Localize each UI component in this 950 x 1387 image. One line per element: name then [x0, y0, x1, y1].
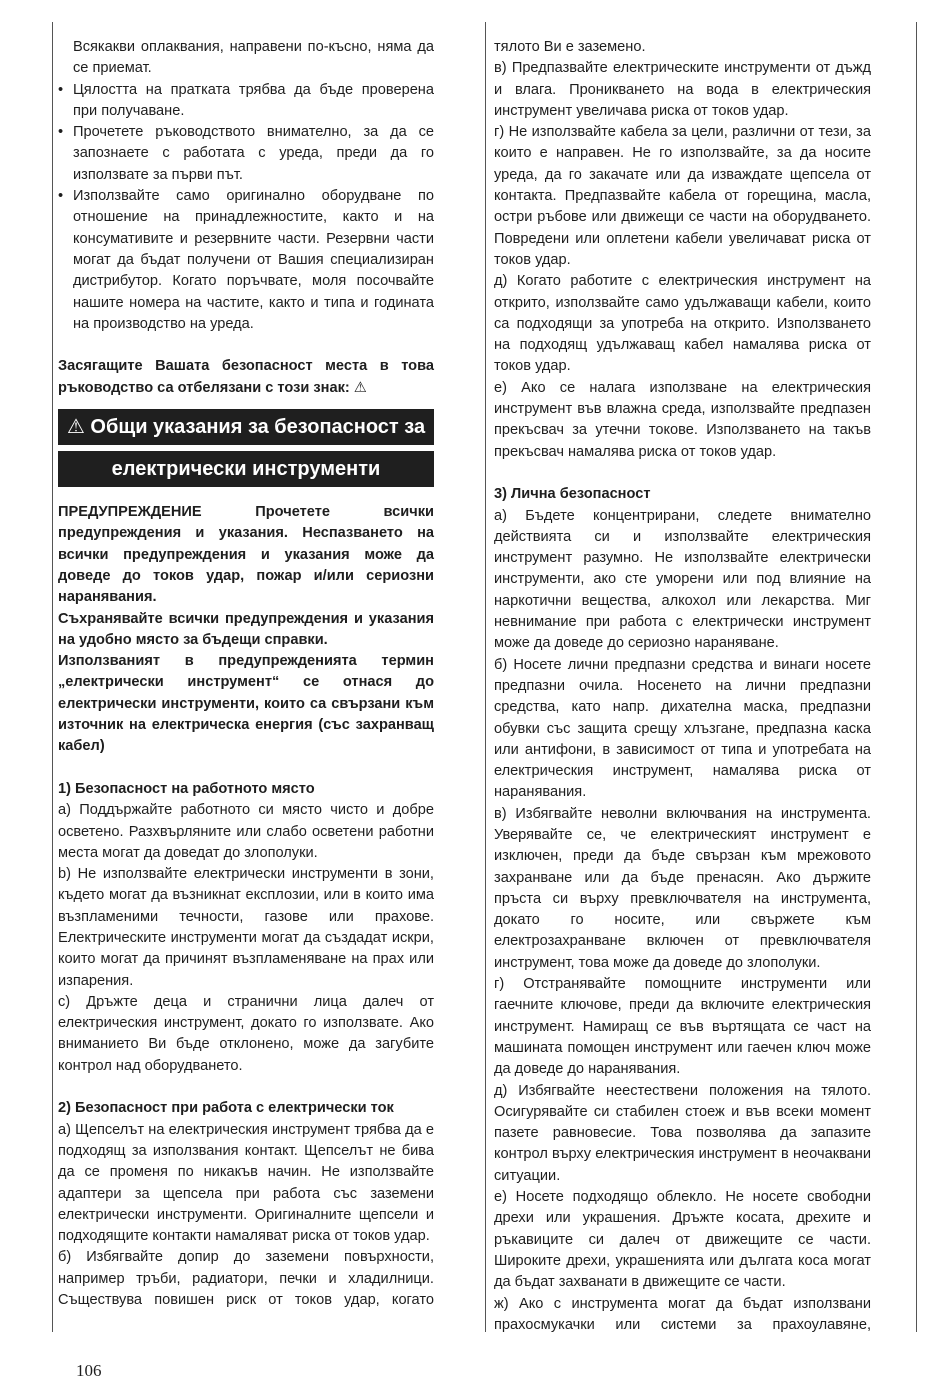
section-3-item-g: г) Отстранявайте помощните инструменти или гаечните ключове, преди да включите електрическия инструмент. Намиращ се във въртящата се част на машината помощен инструмент или гаечен ключ може да доведе до наранявания.: [494, 976, 871, 1078]
section-2-item-e: е) Ако се налага използване на електрическия инструмент във влажна среда, използвайте предпазен прекъсвач за утечни токове. Използването на такъв прекъсвач намалява риска от токов удар.: [494, 379, 871, 460]
section-3-item-v: в) Избягвайте неволни включвания на инструмента. Уверявайте се, че електрическият инструмент е изключен, преди да бъде свързан към мрежовото захранване или да бъде пренасян. Ако държите пръста си върху превключвателя на инструмента, докато го носите, или свържете към електрозахранване включен от превключвателя инструмент, това може да доведе до злополуки.: [494, 805, 871, 971]
bullet-item: • Използвайте само оригинално оборудване по отношение на принадлежностите, както и на консумативите и резервните части. Резервни части могат да бъдат получени от Вашия специализиран дистрибутор. Когато поръчвате, моля посочвайте нашите номера на частите, както и типа и годината на производство на уреда.: [58, 186, 434, 335]
banner-line-1: ⚠ Общи указания за безопасност за: [58, 409, 434, 445]
section-2-item-a: а) Щепселът на електрическия инструмент трябва да е подходящ за използвания контакт. Щепселът не бива да се променя по никакъв начин. Не използвайте адаптери за щепсела при работа със заземени електрически инструменти. Оригиналните щепсели и подходящите контакти намаляват риска от токов удар.: [58, 1121, 434, 1245]
left-column: [58, 37, 434, 1311]
section-1-item-b: b) Не използвайте електрически инструменти в зони, където могат да възникнат експлозии, или в които има възпламеними течности, газове или прахове. Електрическите инструменти могат да създадат искри, които могат да причинят възпламеняване на прах или изпарения.: [58, 866, 434, 989]
section-2-title: 2) Безопасност при работа с електрически ток: [58, 1100, 394, 1117]
center-column-rule: [485, 22, 486, 1332]
section-2-item-d: д) Когато работите с електрическия инструмент на открито, използвайте само удължаващи кабели, които са подходящи за употреба на открито. Използването на подходящ удължаващ кабел намалява риска от токов удар.: [494, 273, 871, 375]
continued-text: тялото Ви е заземено.: [494, 39, 646, 55]
section-2-item-g: г) Не използвайте кабела за цели, различни от тези, за които е направен. Не го използвайте, за да носите уреда, да го закачате или да изваждате щепсела от контакта. Предпазвайте кабела от горещина, масла, остри ръбове или движещи се части на оборудването. Повредени или оплетени кабели увеличават риска от токов удар.: [494, 124, 871, 268]
bullet-item: • Прочетете ръководството внимателно, за да се запознаете с работата с уреда, преди да го използвате за първи път.: [58, 122, 434, 186]
section-2-item-b: б) Избягвайте допир до заземени повърхности, например тръби, радиатори, печки и хладилници. Съществува повишен риск от токов удар, когато: [58, 1249, 434, 1309]
section-1-item-a: а) Поддържайте работното си място чисто и добре осветено. Разхвърляните или слабо осветени работни места могат да доведат до злополуки.: [58, 802, 434, 861]
section-3-title: 3) Лична безопасност: [494, 486, 651, 503]
page-number: 106: [76, 1361, 102, 1380]
section-1-item-c: c) Дръжте деца и странични лица далеч от електрическия инструмент, докато го използвате. Ако вниманието Ви бъде отклонено, може да загубите контрол над оборудването.: [58, 993, 434, 1074]
section-1-title: 1) Безопасност на работното място: [58, 780, 315, 797]
section-3-item-zh: ж) Ако с инструмента могат да бъдат използвани прахосмукачки или системи за прахоулавяне,: [494, 1295, 871, 1333]
warning-text: Прочетете всички предупреждения и указания. Неспазването на всички предупреждения и указания може да доведе до токов удар, пожар и/или сериозни наранявания.: [58, 504, 434, 606]
warning-keep-text: Съхранявайте всички предупреждения и указания на удобно място за бъдещи справки.: [58, 610, 434, 648]
warning-term-text: Използваният в предупрежденията термин „електрически инструмент“ се отнася до електрически инструменти, които са свързани към източник на електрическа енергия (със захранващ кабел): [58, 653, 434, 755]
right-column: [494, 37, 871, 1336]
section-3-item-e: е) Носете подходящо облекло. Не носете свободни дрехи или украшения. Дръжте косата, дрехите и ръкавиците си далеч от движещите се части. Широките дрехи, украшенията или дългата коса могат да бъдат захванати в движещите се части.: [494, 1189, 871, 1291]
section-2-item-v: в) Предпазвайте електрическите инструменти от дъжд и влага. Проникването на вода в електрическия инструмент увеличава риска от токов удар.: [494, 60, 871, 119]
warning-label: ПРЕДУПРЕЖДЕНИЕ: [58, 504, 202, 521]
bullet-item: • Цялостта на пратката трябва да бъде проверена при получаване.: [58, 80, 434, 123]
right-column-rule: [916, 22, 917, 1332]
safety-symbol-note: Засягащите Вашата безопасност места в това ръководство са отбелязани с този знак: ⚠: [58, 358, 434, 396]
section-3-item-a: а) Бъдете концентрирани, следете внимателно действията си и използвайте електрическия инструмент разумно. Не използвайте електрически инструменти, ако сте уморени или под влияние на наркотични вещества, алкохол или лекарства. Миг невнимание при работа с електрически инструмент може да доведе до сериозно нараняване.: [494, 507, 871, 652]
section-3-item-b: б) Носете лични предпазни средства и винаги носете предпазни очила. Носенето на лични предпазни средства, като напр. дихателна маска, предпазни обувки със защита срещу хлъзгане, предпазна каска или антифони, в зависимост от типа и употребата на електрическия инструмент, намалява риска от наранявания.: [494, 656, 871, 801]
left-column-rule: [52, 22, 53, 1332]
section-banner: [58, 409, 434, 487]
section-3-item-d: д) Избягвайте неестествени положения на тялото. Осигурявайте си стабилен стоеж и във всеки момент пазете равновесие. Това позволява да запазите контрол върху електрическия инструмент в неочаквани ситуации.: [494, 1082, 871, 1184]
banner-line-2: електрически инструменти: [58, 451, 434, 487]
warning-paragraph: [58, 502, 434, 608]
intro-tail: Всякакви оплаквания, направени по-късно, няма да се приемат.: [73, 39, 434, 77]
